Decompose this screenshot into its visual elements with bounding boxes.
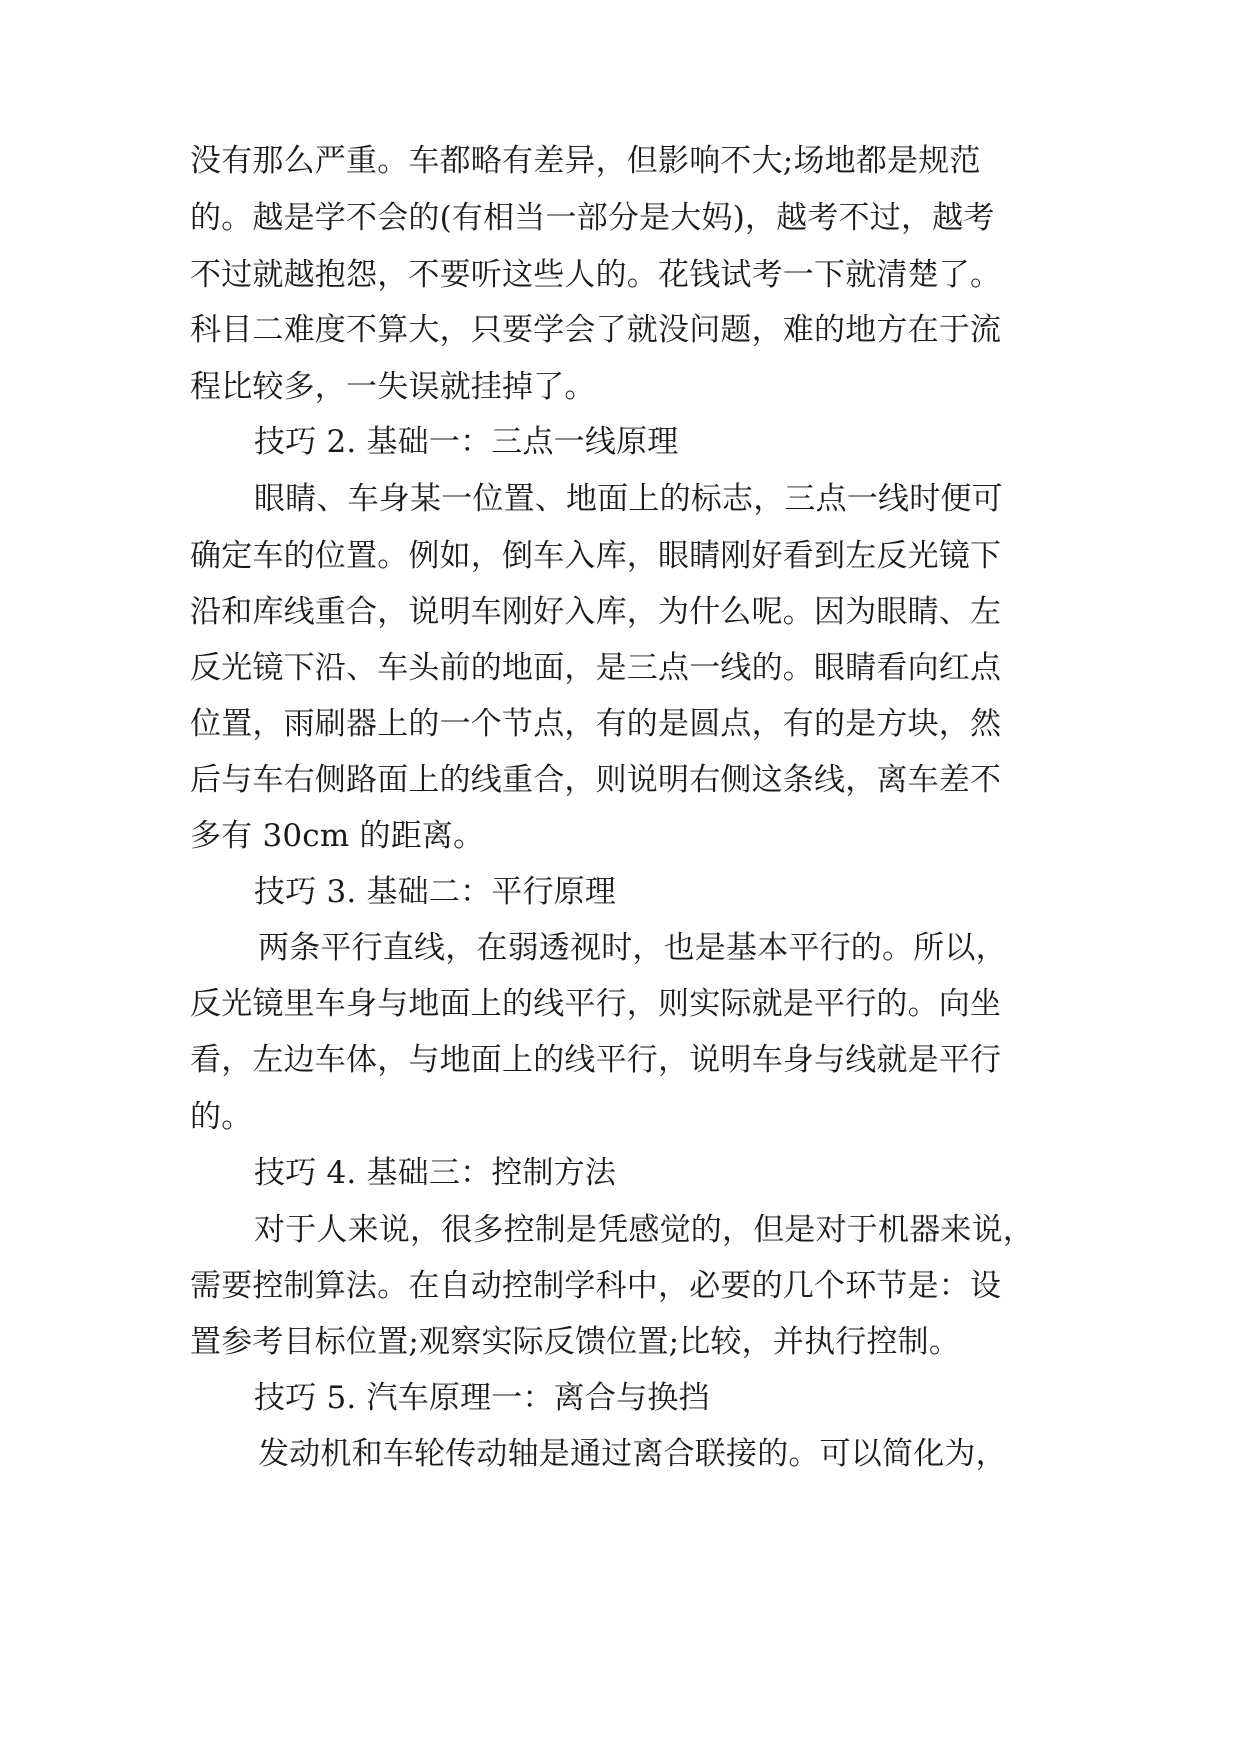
text-line: 的。越是学不会的(有相当一部分是大妈)，越考不过，越考 bbox=[190, 200, 995, 236]
section-heading: 技巧 2. 基础一：三点一线原理 bbox=[254, 424, 679, 460]
text-line: 眼睛、车身某一位置、地面上的标志，三点一线时便可 bbox=[254, 481, 1003, 517]
text-line: 对于人来说，很多控制是凭感觉的，但是对于机器来说， bbox=[254, 1212, 1034, 1248]
section-heading: 技巧 4. 基础三：控制方法 bbox=[254, 1155, 617, 1191]
text-line: 科目二难度不算大，只要学会了就没问题，难的地方在于流 bbox=[190, 312, 1002, 348]
text-line: 的。 bbox=[190, 1099, 253, 1135]
text-line: 置参考目标位置;观察实际反馈位置;比较，并执行控制。 bbox=[190, 1324, 961, 1360]
text-line: 反光镜下沿、车头前的地面，是三点一线的。眼睛看向红点 bbox=[190, 650, 1002, 686]
text-line: 程比较多，一失误就挂掉了。 bbox=[190, 369, 596, 405]
text-line: 确定车的位置。例如，倒车入库，眼睛刚好看到左反光镜下 bbox=[190, 538, 1002, 574]
section-heading: 技巧 3. 基础二：平行原理 bbox=[254, 874, 617, 910]
text-line: 没有那么严重。车都略有差异，但影响不大;场地都是规范 bbox=[190, 143, 981, 179]
text-line: 发动机和车轮传动轴是通过离合联接的。可以简化为， bbox=[258, 1436, 1007, 1472]
text-line: 两条平行直线，在弱透视时，也是基本平行的。所以， bbox=[258, 930, 1007, 966]
text-line: 位置，雨刷器上的一个节点，有的是圆点，有的是方块，然 bbox=[190, 706, 1002, 742]
text-line: 需要控制算法。在自动控制学科中，必要的几个环节是：设 bbox=[190, 1268, 1002, 1304]
section-heading: 技巧 5. 汽车原理一：离合与换挡 bbox=[254, 1380, 710, 1416]
text-line: 后与车右侧路面上的线重合，则说明右侧这条线，离车差不 bbox=[190, 762, 1002, 798]
text-line: 不过就越抱怨，不要听这些人的。花钱试考一下就清楚了。 bbox=[190, 257, 1002, 293]
text-line: 看，左边车体，与地面上的线平行，说明车身与线就是平行 bbox=[190, 1042, 1002, 1078]
text-line: 沿和库线重合，说明车刚好入库，为什么呢。因为眼睛、左 bbox=[190, 594, 1002, 630]
text-line: 反光镜里车身与地面上的线平行，则实际就是平行的。向坐 bbox=[190, 986, 1002, 1022]
text-line: 多有 30cm 的距离。 bbox=[190, 818, 485, 854]
